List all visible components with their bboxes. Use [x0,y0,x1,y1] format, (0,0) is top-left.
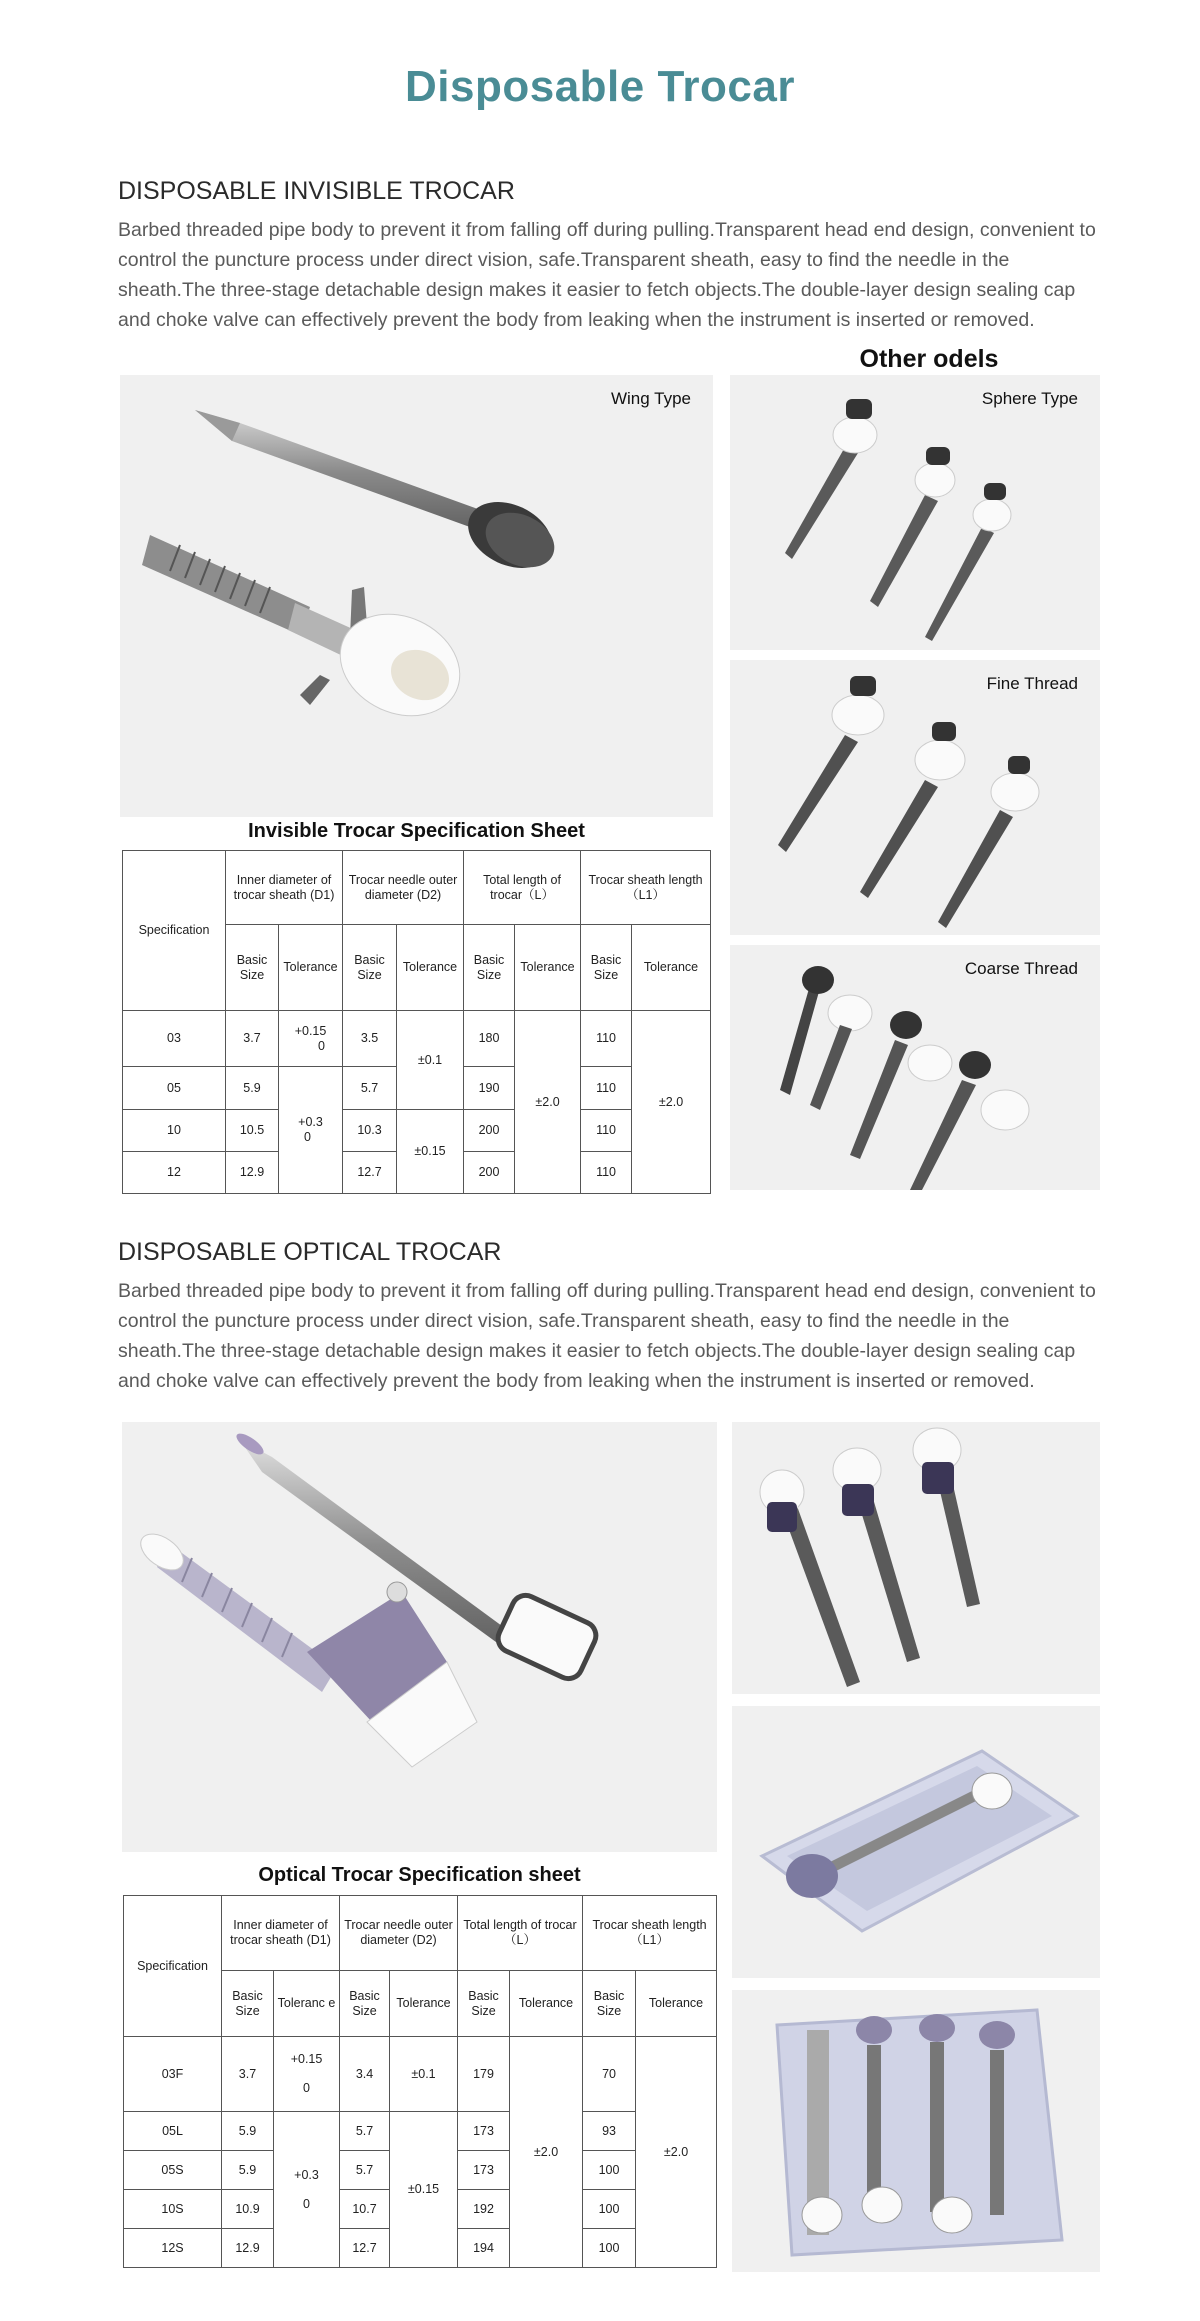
cell-d1-tolerance [274,2037,340,2112]
wing-type-label: Wing Type [610,389,691,408]
cell-l: 179 [458,2037,510,2112]
cell-d2: 10.3 [343,1110,397,1152]
cell-spec: 05L [124,2112,222,2151]
header-d2-tolerance: Tolerance [397,925,464,1011]
coarse-thread-image [730,945,1100,1190]
header-d1-tolerance: Toleranc e [274,1971,340,2037]
cell-spec: 05 [123,1067,226,1110]
tol-bottom: 0 [303,2081,310,2095]
header-l1-basic: Basic Size [581,925,632,1011]
section-description-invisible: Barbed threaded pipe body to prevent it from falling off during pulling.Transparent head end design, convenient to control the puncture process under direct vision, safe.Transparent sheath, easy to find the needle in the sheath.The three-stage detachable design makes it easier to fetch objects.The double-layer design sealing cap and choke valve can effectively prevent the body from leaking when the instrument is inserted or removed. [118,219,1096,331]
cell-l: 173 [458,2112,510,2151]
cell-d1: 12.9 [226,1152,279,1194]
cell-d1: 3.7 [222,2037,274,2112]
cell-spec: 03 [123,1011,226,1067]
tol-top: +0.15 [294,1023,327,1038]
cell-d2-tolerance: ±0.1 [390,2037,458,2112]
header-d1-basic: Basic Size [222,1971,274,2037]
cell-d2-tolerance: ±0.1 [397,1011,464,1110]
optical-packaging-illustration [732,1706,1100,1978]
optical-trocar-tray-image [732,1990,1100,2272]
header-d1-basic: Basic Size [226,925,279,1011]
cell-d2: 3.5 [343,1011,397,1067]
coarse-thread-illustration [730,945,1100,1190]
optical-trocar-packaging-image [732,1706,1100,1978]
header-l-tolerance: Tolerance [510,1971,583,2037]
header-l: Total length of trocar（L） [464,851,581,925]
other-models-title: Other odels [859,345,999,373]
cell-d2-tolerance: ±0.15 [390,2112,458,2268]
header-l-basic: Basic Size [458,1971,510,2037]
cell-d1: 3.7 [226,1011,279,1067]
cell-l1: 110 [581,1110,632,1152]
cell-l1: 100 [583,2190,636,2229]
header-l: Total length of trocar（L） [458,1896,583,1971]
table-row [124,2112,717,2151]
cell-d1: 10.5 [226,1110,279,1152]
optical-trocar-illustration [122,1422,717,1852]
cell-spec: 05S [124,2151,222,2190]
cell-d1: 10.9 [222,2190,274,2229]
header-l-basic: Basic Size [464,925,515,1011]
cell-l: 180 [464,1011,515,1067]
sphere-type-illustration [730,375,1100,650]
cell-l1: 110 [581,1067,632,1110]
header-specification: Specification [123,851,226,1011]
cell-d2: 5.7 [343,1067,397,1110]
cell-d1-tolerance [279,1067,343,1194]
tol-bottom: 0 [303,2196,310,2211]
cell-l: 192 [458,2190,510,2229]
cell-l1: 110 [581,1152,632,1194]
fine-thread-label: Fine Thread [986,674,1078,693]
optical-spec-table [123,1895,717,2268]
cell-spec: 10S [124,2190,222,2229]
header-d2-basic: Basic Size [343,925,397,1011]
header-d2: Trocar needle outer diameter (D2) [340,1896,458,1971]
optical-trocars-trio-image [732,1422,1100,1694]
cell-l: 200 [464,1152,515,1194]
optical-spec-table-title: Optical Trocar Specification sheet [258,1864,581,1886]
cell-spec: 12 [123,1152,226,1194]
cell-d2: 12.7 [343,1152,397,1194]
header-l1-tolerance: Tolerance [632,925,711,1011]
cell-d1-tolerance [274,2112,340,2268]
cell-l: 194 [458,2229,510,2268]
header-d1: Inner diameter of trocar sheath (D1) [222,1896,340,1971]
cell-d1-tolerance [279,1011,343,1067]
header-d1-tolerance: Tolerance [279,925,343,1011]
wing-type-trocar-illustration [120,375,713,817]
cell-l: 200 [464,1110,515,1152]
fine-thread-illustration [730,660,1100,935]
tol-bottom: 0 [304,1130,311,1144]
sphere-type-image [730,375,1100,650]
section-title-invisible: DISPOSABLE INVISIBLE TROCAR [118,177,515,205]
cell-l1: 70 [583,2037,636,2112]
cell-l-tolerance: ±2.0 [510,2037,583,2268]
page-title: Disposable Trocar [405,62,795,111]
tol-top: +0.15 [290,2052,323,2066]
cell-d1: 5.9 [222,2112,274,2151]
cell-d2: 5.7 [340,2151,390,2190]
cell-l1: 100 [583,2151,636,2190]
wing-type-product-image [120,375,713,817]
header-l-tolerance: Tolerance [515,925,581,1011]
cell-d2: 3.4 [340,2037,390,2112]
cell-l: 190 [464,1067,515,1110]
coarse-thread-label: Coarse Thread [964,959,1078,978]
cell-spec: 03F [124,2037,222,2112]
table-row [123,1011,711,1067]
optical-tray-illustration [732,1990,1100,2272]
cell-d2: 12.7 [340,2229,390,2268]
table-row [124,2037,717,2112]
cell-d1: 12.9 [222,2229,274,2268]
invisible-spec-table [122,850,711,1194]
cell-spec: 10 [123,1110,226,1152]
cell-d2: 5.7 [340,2112,390,2151]
header-d2-tolerance: Tolerance [390,1971,458,2037]
header-l1-basic: Basic Size [583,1971,636,2037]
cell-l1-tolerance: ±2.0 [632,1011,711,1194]
cell-d1: 5.9 [222,2151,274,2190]
optical-trocar-product-image [122,1422,717,1852]
header-d1: Inner diameter of trocar sheath (D1) [226,851,343,925]
tol-bottom: 0 [318,1038,325,1053]
section-title-optical: DISPOSABLE OPTICAL TROCAR [118,1238,502,1266]
tol-top: +0.3 [298,1115,323,1129]
cell-l1: 100 [583,2229,636,2268]
header-d2: Trocar needle outer diameter (D2) [343,851,464,925]
header-l1: Trocar sheath length（L1） [581,851,711,925]
cell-l1: 110 [581,1011,632,1067]
cell-l-tolerance: ±2.0 [515,1011,581,1194]
cell-l1-tolerance: ±2.0 [636,2037,717,2268]
table-row [123,1110,711,1152]
header-specification: Specification [124,1896,222,2037]
section-description-optical: Barbed threaded pipe body to prevent it from falling off during pulling.Transparent head end design, convenient to control the puncture process under direct vision, safe.Transparent sheath, easy to find the needle in the sheath.The three-stage detachable design makes it easier to fetch objects.The double-layer design sealing cap and choke valve can effectively prevent the body from leaking when the instrument is inserted or removed. [118,1280,1096,1392]
header-d2-basic: Basic Size [340,1971,390,2037]
cell-l1: 93 [583,2112,636,2151]
header-l1-tolerance: Tolerance [636,1971,717,2037]
invisible-spec-table-title: Invisible Trocar Specification Sheet [248,820,585,842]
header-l1: Trocar sheath length（L1） [583,1896,717,1971]
optical-trio-illustration [732,1422,1100,1694]
cell-spec: 12S [124,2229,222,2268]
cell-d2-tolerance: ±0.15 [397,1110,464,1194]
cell-d1: 5.9 [226,1067,279,1110]
sphere-type-label: Sphere Type [981,389,1078,408]
tol-top: +0.3 [294,2167,319,2182]
cell-d2: 10.7 [340,2190,390,2229]
fine-thread-image [730,660,1100,935]
cell-l: 173 [458,2151,510,2190]
